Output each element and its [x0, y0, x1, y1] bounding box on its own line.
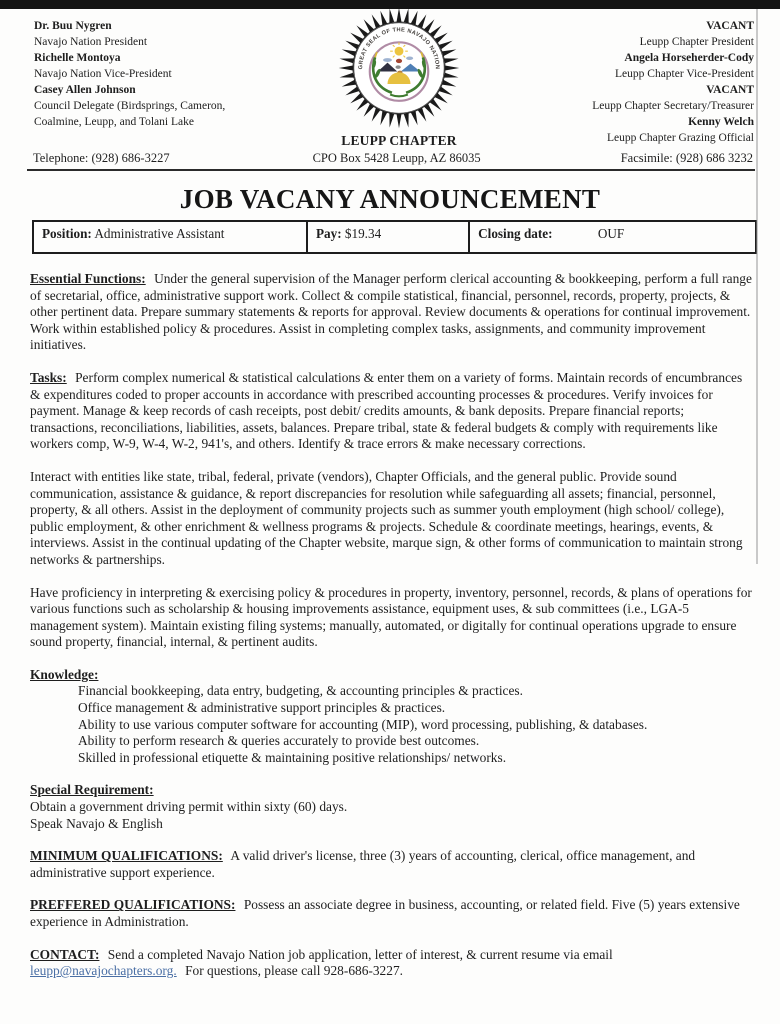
official-title: Coalmine, Leupp, and Tolani Lake [34, 116, 194, 128]
telephone-number: Telephone: (928) 686-3227 [33, 151, 170, 165]
minimum-qualifications-label: MINIMUM QUALIFICATIONS: [30, 848, 223, 864]
interaction-paragraph: Interact with entities like state, tribal, federal, private (vendors), Chapter Officials, and the general public. Provide sound communication, assistance & guidance, & report discrepancies for resolution while safeguarding all assets; financial, personnel, property, & all others. Assist in the deployment of community projects such as summer youth employment (high school/ college), public employment, & other enrichment & wellness programs & projects. Schedule & coordinate meetings, hearings, events, & interviews. Assist in the continual updating of the Chapter website, marque sign, & other forms of communication to maintain strong networks & partnerships. [30, 468, 743, 567]
official-title: Council Delegate (Birdsprings, Cameron, [34, 100, 226, 112]
tasks-section [30, 370, 753, 453]
knowledge-item: Ability to perform research & queries accurately to provide best outcomes. [78, 733, 480, 749]
official-title: Leupp Chapter President [639, 36, 754, 48]
official-name: Casey Allen Johnson [34, 84, 136, 96]
facsimile-number: Facsimile: (928) 686 3232 [620, 151, 753, 165]
letterhead [0, 0, 780, 149]
contact-text-after: For questions, please call 928-686-3227. [185, 963, 403, 979]
minimum-qualifications-section [30, 848, 753, 881]
tasks-label: Tasks: [30, 369, 67, 385]
email-link[interactable]: leupp@navajochapters.org. [30, 963, 177, 979]
seal-cloud-icon [406, 56, 413, 60]
seal-curved-text: GREAT SEAL OF THE NAVAJO NATION [358, 27, 440, 70]
minimum-qualifications-text: A valid driver's license, three (3) years of accounting, clerical, office management, and administrative support experience. [30, 848, 696, 880]
knowledge-item: Office management & administrative support principles & practices. [78, 700, 446, 716]
chapter-name: LEUPP CHAPTER [341, 133, 457, 148]
closing-date-label: Closing date: [478, 226, 553, 241]
pay-cell [308, 222, 470, 252]
closing-date-cell [470, 222, 755, 252]
essential-functions-section [30, 271, 753, 354]
special-requirement-section [30, 782, 753, 832]
knowledge-item: Financial bookkeeping, data entry, budgeting, & accounting principles & practices. [78, 683, 523, 699]
page-title: JOB VACANY ANNOUNCEMENT [179, 184, 601, 214]
closing-date-value: OUF [597, 226, 625, 241]
letterhead-contact-row [27, 151, 755, 171]
official-name: Angela Horseherder-Cody [624, 52, 754, 64]
officials-nation [34, 16, 279, 130]
announcement-body [30, 271, 753, 980]
preferred-qualifications-section [30, 897, 753, 930]
official-title: Leupp Chapter Secretary/Treasurer [592, 100, 754, 112]
essential-functions-label: Essential Functions: [30, 271, 146, 286]
position-value: Administrative Assistant [94, 226, 225, 241]
officials-chapter [519, 16, 754, 146]
navajo-nation-seal-icon [337, 6, 461, 130]
knowledge-section [30, 667, 753, 767]
knowledge-item: Ability to use various computer software for accounting (MIP), word processing, publishing, & databases. [78, 716, 648, 732]
contact-text-before: Send a completed Navajo Nation job application, letter of interest, & current resume via email [107, 946, 613, 962]
official-name: VACANT [706, 84, 754, 96]
official-name: Richelle Montoya [34, 52, 121, 64]
seal-livestock-icon [395, 65, 400, 69]
official-name: Kenny Welch [688, 116, 754, 128]
seal-block [279, 6, 519, 149]
official-title: Leupp Chapter Grazing Official [607, 132, 754, 144]
knowledge-item: Skilled in professional etiquette & maintaining positive relationships/ networks. [78, 749, 507, 765]
official-title: Navajo Nation Vice-President [34, 68, 172, 80]
position-label: Position: [42, 226, 92, 241]
position-cell [34, 222, 308, 252]
job-summary-table [32, 220, 757, 254]
essential-functions-text: Under the general supervision of the Manager perform clerical accounting & bookkeeping, perform a full range of secretarial, office, administrative support work. Collect & compile statistical, financial, personnel, records, property, projects, & other pertinent data. Prepare summary statements & reports for approval. Review documents & operations for continual improvement. Work within established policy & procedures. Assist in completing complex tasks, assignments, and community improvement initiatives. [30, 271, 752, 353]
knowledge-label: Knowledge: [30, 666, 99, 682]
seal-livestock-icon [396, 59, 402, 63]
proficiency-paragraph: Have proficiency in interpreting & exercising policy & procedures in property, inventory, personnel, records, & plans of operations for various functions such as scholarship & housing improvements assistance, equipment uses, & sub committees (i.e., LGA-5 management system). Maintain existing filing systems; manually, automated, or digitally for continual operations upgrade to ensure sound property, financial, internal, & pertinent audits. [30, 584, 752, 650]
scan-top-bar [0, 0, 780, 9]
contact-label: CONTACT: [30, 946, 100, 962]
contact-section [30, 947, 753, 980]
seal-cloud-icon [383, 58, 392, 62]
preferred-qualifications-label: PREFFERED QUALIFICATIONS: [30, 897, 236, 913]
special-requirement-label: Special Requirement: [30, 782, 154, 798]
tasks-text: Perform complex numerical & statistical calculations & enter them on a variety of forms. Maintain records of encumbrances & expenditures coded to proper accounts in accordance with prescribed accounting processes & procedures. Verify invoices for payment. Manage & keep records of cash receipts, post debit/ credits amounts, & bank deposits. Prepare financial reports; transactions, reconciliations, liabilities, assets, balances. Prepare tribal, state & federal budgets & comply with requirements like workers comp, W-9, W-4, W-2, 941's, and others. Identify & trace errors & make necessary corrections. [30, 369, 743, 452]
official-name: Dr. Buu Nygren [34, 20, 112, 32]
preferred-qualifications-text: Possess an associate degree in business, accounting, or related field. Five (5) years extensive experience in Administration. [30, 897, 740, 929]
mailing-address: CPO Box 5428 Leupp, AZ 86035 [312, 151, 481, 165]
special-requirement-line: Obtain a government driving permit within sixty (60) days. [30, 799, 348, 815]
scan-edge-artifact [756, 9, 758, 564]
official-title: Leupp Chapter Vice-President [615, 68, 754, 80]
official-title: Navajo Nation President [34, 36, 148, 48]
official-name: VACANT [706, 20, 754, 32]
pay-label: Pay: [315, 226, 342, 241]
pay-value: $19.34 [344, 226, 382, 241]
special-requirement-line: Speak Navajo & English [30, 815, 163, 831]
